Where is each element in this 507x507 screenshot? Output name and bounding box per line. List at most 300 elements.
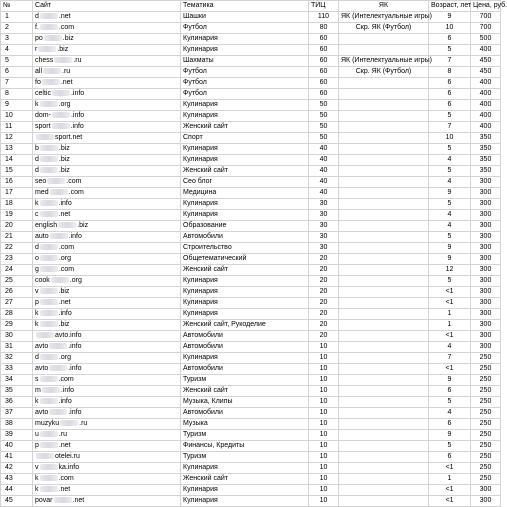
cell-yak[interactable] xyxy=(339,199,429,210)
cell-site[interactable] xyxy=(33,386,181,397)
cell-age[interactable]: 5 xyxy=(429,232,471,243)
cell-age[interactable]: 7 xyxy=(429,122,471,133)
cell-tic[interactable]: 20 xyxy=(309,320,339,331)
cell-age[interactable]: 8 xyxy=(429,67,471,78)
cell-price[interactable]: 250 xyxy=(471,474,501,485)
cell-num[interactable]: 22 xyxy=(1,243,33,254)
cell-topic[interactable]: Туризм xyxy=(181,375,309,386)
cell-yak[interactable] xyxy=(339,474,429,485)
cell-price[interactable]: 300 xyxy=(471,496,501,507)
cell-price[interactable]: 250 xyxy=(471,441,501,452)
cell-price[interactable]: 300 xyxy=(471,298,501,309)
cell-topic[interactable]: Женский сайт, Рукоделие xyxy=(181,320,309,331)
cell-site[interactable] xyxy=(33,133,181,144)
cell-num[interactable]: 44 xyxy=(1,485,33,496)
cell-site[interactable] xyxy=(33,221,181,232)
cell-site[interactable] xyxy=(33,166,181,177)
cell-yak[interactable] xyxy=(339,243,429,254)
cell-price[interactable]: 400 xyxy=(471,111,501,122)
cell-age[interactable]: 10 xyxy=(429,133,471,144)
cell-yak[interactable] xyxy=(339,210,429,221)
cell-site[interactable] xyxy=(33,408,181,419)
cell-site[interactable] xyxy=(33,254,181,265)
cell-num[interactable]: 6 xyxy=(1,67,33,78)
cell-yak[interactable]: ЯК (Интелектуальные игры) xyxy=(339,56,429,67)
cell-topic[interactable]: Автомобили xyxy=(181,331,309,342)
cell-tic[interactable]: 10 xyxy=(309,430,339,441)
cell-yak[interactable] xyxy=(339,34,429,45)
cell-site[interactable] xyxy=(33,89,181,100)
header-site[interactable]: Сайт xyxy=(33,1,181,12)
cell-price[interactable]: 250 xyxy=(471,430,501,441)
cell-yak[interactable] xyxy=(339,386,429,397)
cell-num[interactable]: 38 xyxy=(1,419,33,430)
cell-topic[interactable]: Кулинария xyxy=(181,111,309,122)
cell-age[interactable]: 1 xyxy=(429,309,471,320)
cell-tic[interactable]: 10 xyxy=(309,353,339,364)
cell-yak[interactable]: ЯК (Интелектуальные игры) xyxy=(339,12,429,23)
cell-site[interactable] xyxy=(33,243,181,254)
cell-tic[interactable]: 40 xyxy=(309,155,339,166)
header-num[interactable]: № xyxy=(1,1,33,12)
cell-yak[interactable] xyxy=(339,331,429,342)
cell-tic[interactable]: 60 xyxy=(309,89,339,100)
cell-tic[interactable]: 10 xyxy=(309,364,339,375)
cell-topic[interactable]: Шахматы xyxy=(181,56,309,67)
cell-site[interactable] xyxy=(33,485,181,496)
cell-topic[interactable]: Шашки xyxy=(181,12,309,23)
cell-site[interactable] xyxy=(33,232,181,243)
cell-num[interactable]: 20 xyxy=(1,221,33,232)
cell-num[interactable]: 28 xyxy=(1,309,33,320)
cell-age[interactable]: 4 xyxy=(429,177,471,188)
cell-price[interactable]: 400 xyxy=(471,89,501,100)
cell-site[interactable] xyxy=(33,331,181,342)
cell-age[interactable]: 5 xyxy=(429,276,471,287)
cell-topic[interactable]: Образование xyxy=(181,221,309,232)
cell-age[interactable]: <1 xyxy=(429,496,471,507)
cell-price[interactable]: 250 xyxy=(471,386,501,397)
cell-yak[interactable] xyxy=(339,364,429,375)
cell-yak[interactable] xyxy=(339,408,429,419)
cell-age[interactable]: 5 xyxy=(429,144,471,155)
cell-price[interactable]: 300 xyxy=(471,276,501,287)
cell-site[interactable] xyxy=(33,320,181,331)
cell-topic[interactable]: Туризм xyxy=(181,430,309,441)
cell-topic[interactable]: Строительство xyxy=(181,243,309,254)
cell-age[interactable]: 4 xyxy=(429,342,471,353)
cell-topic[interactable]: Автомобили xyxy=(181,408,309,419)
cell-topic[interactable]: Женский сайт xyxy=(181,122,309,133)
cell-age[interactable]: 12 xyxy=(429,265,471,276)
cell-price[interactable]: 400 xyxy=(471,100,501,111)
cell-price[interactable]: 300 xyxy=(471,199,501,210)
cell-site[interactable] xyxy=(33,34,181,45)
cell-num[interactable]: 27 xyxy=(1,298,33,309)
cell-yak[interactable] xyxy=(339,188,429,199)
cell-tic[interactable]: 30 xyxy=(309,243,339,254)
cell-topic[interactable]: Кулинария xyxy=(181,287,309,298)
cell-site[interactable] xyxy=(33,353,181,364)
cell-tic[interactable]: 30 xyxy=(309,210,339,221)
cell-age[interactable]: 4 xyxy=(429,221,471,232)
cell-price[interactable]: 300 xyxy=(471,243,501,254)
cell-num[interactable]: 43 xyxy=(1,474,33,485)
cell-num[interactable]: 16 xyxy=(1,177,33,188)
cell-num[interactable]: 14 xyxy=(1,155,33,166)
cell-topic[interactable]: Кулинария xyxy=(181,353,309,364)
header-yak[interactable]: ЯК xyxy=(339,1,429,12)
cell-price[interactable]: 250 xyxy=(471,353,501,364)
cell-age[interactable]: 9 xyxy=(429,243,471,254)
cell-age[interactable]: 1 xyxy=(429,474,471,485)
cell-site[interactable] xyxy=(33,12,181,23)
cell-price[interactable]: 350 xyxy=(471,133,501,144)
cell-price[interactable]: 300 xyxy=(471,232,501,243)
cell-yak[interactable] xyxy=(339,430,429,441)
cell-age[interactable]: 5 xyxy=(429,441,471,452)
cell-topic[interactable]: Кулинария xyxy=(181,34,309,45)
cell-tic[interactable]: 50 xyxy=(309,133,339,144)
cell-age[interactable]: 5 xyxy=(429,45,471,56)
cell-age[interactable]: 4 xyxy=(429,408,471,419)
cell-topic[interactable]: Кулинария xyxy=(181,199,309,210)
cell-yak[interactable] xyxy=(339,298,429,309)
cell-age[interactable]: 6 xyxy=(429,452,471,463)
cell-tic[interactable]: 10 xyxy=(309,485,339,496)
cell-price[interactable]: 300 xyxy=(471,342,501,353)
cell-yak[interactable] xyxy=(339,78,429,89)
cell-site[interactable] xyxy=(33,276,181,287)
cell-age[interactable]: 1 xyxy=(429,320,471,331)
cell-num[interactable]: 10 xyxy=(1,111,33,122)
cell-tic[interactable]: 60 xyxy=(309,78,339,89)
cell-topic[interactable]: Автомобили xyxy=(181,342,309,353)
cell-topic[interactable]: Общетематический xyxy=(181,254,309,265)
cell-site[interactable] xyxy=(33,155,181,166)
cell-site[interactable] xyxy=(33,364,181,375)
cell-price[interactable]: 300 xyxy=(471,188,501,199)
cell-yak[interactable] xyxy=(339,353,429,364)
cell-yak[interactable] xyxy=(339,221,429,232)
cell-price[interactable]: 450 xyxy=(471,56,501,67)
cell-topic[interactable]: Женский сайт xyxy=(181,474,309,485)
cell-price[interactable]: 250 xyxy=(471,375,501,386)
cell-topic[interactable]: Кулинария xyxy=(181,45,309,56)
cell-num[interactable]: 8 xyxy=(1,89,33,100)
cell-yak[interactable] xyxy=(339,265,429,276)
cell-site[interactable] xyxy=(33,397,181,408)
cell-topic[interactable]: Кулинария xyxy=(181,100,309,111)
cell-price[interactable]: 400 xyxy=(471,122,501,133)
cell-yak[interactable] xyxy=(339,232,429,243)
cell-price[interactable]: 250 xyxy=(471,463,501,474)
cell-topic[interactable]: Кулинария xyxy=(181,309,309,320)
cell-age[interactable]: 5 xyxy=(429,199,471,210)
cell-site[interactable] xyxy=(33,309,181,320)
cell-topic[interactable]: Кулинария xyxy=(181,298,309,309)
cell-yak[interactable] xyxy=(339,89,429,100)
cell-age[interactable]: 9 xyxy=(429,430,471,441)
cell-tic[interactable]: 10 xyxy=(309,342,339,353)
cell-yak[interactable] xyxy=(339,342,429,353)
cell-yak[interactable] xyxy=(339,441,429,452)
cell-age[interactable]: 5 xyxy=(429,397,471,408)
cell-yak[interactable] xyxy=(339,375,429,386)
cell-num[interactable]: 25 xyxy=(1,276,33,287)
cell-site[interactable] xyxy=(33,430,181,441)
cell-age[interactable]: <1 xyxy=(429,298,471,309)
cell-price[interactable]: 250 xyxy=(471,452,501,463)
cell-num[interactable]: 29 xyxy=(1,320,33,331)
cell-num[interactable]: 41 xyxy=(1,452,33,463)
cell-price[interactable]: 300 xyxy=(471,221,501,232)
cell-price[interactable]: 300 xyxy=(471,210,501,221)
cell-topic[interactable]: Туризм xyxy=(181,452,309,463)
cell-num[interactable]: 9 xyxy=(1,100,33,111)
cell-num[interactable]: 1 xyxy=(1,12,33,23)
cell-site[interactable] xyxy=(33,100,181,111)
cell-num[interactable]: 13 xyxy=(1,144,33,155)
cell-age[interactable]: <1 xyxy=(429,364,471,375)
cell-site[interactable] xyxy=(33,199,181,210)
cell-topic[interactable]: Кулинария xyxy=(181,485,309,496)
cell-age[interactable]: 6 xyxy=(429,419,471,430)
cell-age[interactable]: 5 xyxy=(429,166,471,177)
cell-age[interactable]: 6 xyxy=(429,78,471,89)
cell-price[interactable]: 250 xyxy=(471,408,501,419)
cell-price[interactable]: 300 xyxy=(471,254,501,265)
cell-num[interactable]: 39 xyxy=(1,430,33,441)
cell-topic[interactable]: Кулинария xyxy=(181,496,309,507)
cell-tic[interactable]: 10 xyxy=(309,408,339,419)
cell-site[interactable] xyxy=(33,265,181,276)
cell-tic[interactable]: 20 xyxy=(309,331,339,342)
cell-num[interactable]: 31 xyxy=(1,342,33,353)
cell-topic[interactable]: Футбол xyxy=(181,89,309,100)
cell-tic[interactable]: 40 xyxy=(309,144,339,155)
cell-yak[interactable] xyxy=(339,155,429,166)
cell-yak[interactable] xyxy=(339,419,429,430)
cell-tic[interactable]: 50 xyxy=(309,100,339,111)
header-price[interactable]: Цена, руб. xyxy=(471,1,501,12)
cell-tic[interactable]: 20 xyxy=(309,254,339,265)
cell-topic[interactable]: Сео блог xyxy=(181,177,309,188)
cell-age[interactable]: 9 xyxy=(429,12,471,23)
cell-price[interactable]: 250 xyxy=(471,397,501,408)
cell-topic[interactable]: Кулинария xyxy=(181,144,309,155)
cell-num[interactable]: 19 xyxy=(1,210,33,221)
cell-site[interactable] xyxy=(33,177,181,188)
cell-price[interactable]: 300 xyxy=(471,177,501,188)
cell-num[interactable]: 18 xyxy=(1,199,33,210)
cell-tic[interactable]: 10 xyxy=(309,386,339,397)
cell-yak[interactable] xyxy=(339,177,429,188)
cell-topic[interactable]: Кулинария xyxy=(181,155,309,166)
cell-yak[interactable] xyxy=(339,485,429,496)
cell-yak[interactable] xyxy=(339,397,429,408)
cell-topic[interactable]: Женский сайт xyxy=(181,166,309,177)
cell-price[interactable]: 400 xyxy=(471,78,501,89)
cell-tic[interactable]: 50 xyxy=(309,111,339,122)
cell-num[interactable]: 11 xyxy=(1,122,33,133)
cell-yak[interactable] xyxy=(339,100,429,111)
cell-age[interactable]: <1 xyxy=(429,485,471,496)
cell-price[interactable]: 300 xyxy=(471,265,501,276)
cell-topic[interactable]: Кулинария xyxy=(181,276,309,287)
cell-topic[interactable]: Кулинария xyxy=(181,463,309,474)
cell-site[interactable] xyxy=(33,342,181,353)
cell-yak[interactable] xyxy=(339,496,429,507)
cell-topic[interactable]: Музыка xyxy=(181,419,309,430)
cell-topic[interactable]: Финансы, Кредиты xyxy=(181,441,309,452)
cell-num[interactable]: 30 xyxy=(1,331,33,342)
cell-num[interactable]: 24 xyxy=(1,265,33,276)
cell-price[interactable]: 500 xyxy=(471,34,501,45)
cell-yak[interactable]: Скр. ЯК (Футбол) xyxy=(339,67,429,78)
cell-num[interactable]: 34 xyxy=(1,375,33,386)
cell-tic[interactable]: 10 xyxy=(309,474,339,485)
cell-age[interactable]: 10 xyxy=(429,23,471,34)
header-topic[interactable]: Тематика xyxy=(181,1,309,12)
cell-num[interactable]: 4 xyxy=(1,45,33,56)
cell-site[interactable] xyxy=(33,45,181,56)
cell-yak[interactable] xyxy=(339,111,429,122)
cell-site[interactable] xyxy=(33,474,181,485)
cell-topic[interactable]: Женский сайт xyxy=(181,265,309,276)
cell-tic[interactable]: 10 xyxy=(309,441,339,452)
cell-price[interactable]: 350 xyxy=(471,144,501,155)
cell-site[interactable] xyxy=(33,496,181,507)
cell-site[interactable] xyxy=(33,78,181,89)
cell-site[interactable] xyxy=(33,122,181,133)
cell-yak[interactable] xyxy=(339,122,429,133)
cell-tic[interactable]: 20 xyxy=(309,276,339,287)
cell-price[interactable]: 700 xyxy=(471,12,501,23)
cell-age[interactable]: 9 xyxy=(429,254,471,265)
cell-age[interactable]: 7 xyxy=(429,56,471,67)
cell-price[interactable]: 300 xyxy=(471,309,501,320)
cell-tic[interactable]: 60 xyxy=(309,34,339,45)
cell-tic[interactable]: 40 xyxy=(309,166,339,177)
cell-price[interactable]: 700 xyxy=(471,23,501,34)
cell-num[interactable]: 36 xyxy=(1,397,33,408)
cell-site[interactable] xyxy=(33,111,181,122)
cell-tic[interactable]: 10 xyxy=(309,452,339,463)
cell-num[interactable]: 45 xyxy=(1,496,33,507)
cell-yak[interactable]: Скр. ЯК (Футбол) xyxy=(339,23,429,34)
cell-tic[interactable]: 60 xyxy=(309,67,339,78)
cell-site[interactable] xyxy=(33,188,181,199)
cell-site[interactable] xyxy=(33,67,181,78)
cell-num[interactable]: 15 xyxy=(1,166,33,177)
cell-yak[interactable] xyxy=(339,276,429,287)
cell-tic[interactable]: 10 xyxy=(309,463,339,474)
cell-num[interactable]: 5 xyxy=(1,56,33,67)
cell-tic[interactable]: 10 xyxy=(309,419,339,430)
cell-topic[interactable]: Медицина xyxy=(181,188,309,199)
cell-age[interactable]: 9 xyxy=(429,375,471,386)
cell-topic[interactable]: Футбол xyxy=(181,78,309,89)
cell-price[interactable]: 350 xyxy=(471,155,501,166)
cell-yak[interactable] xyxy=(339,166,429,177)
cell-site[interactable] xyxy=(33,298,181,309)
cell-age[interactable]: 5 xyxy=(429,111,471,122)
cell-site[interactable] xyxy=(33,463,181,474)
cell-age[interactable]: 9 xyxy=(429,188,471,199)
cell-num[interactable]: 42 xyxy=(1,463,33,474)
cell-site[interactable] xyxy=(33,210,181,221)
cell-num[interactable]: 37 xyxy=(1,408,33,419)
cell-topic[interactable]: Музыка, Клипы xyxy=(181,397,309,408)
cell-age[interactable]: 6 xyxy=(429,100,471,111)
cell-topic[interactable]: Автомобили xyxy=(181,232,309,243)
cell-yak[interactable] xyxy=(339,45,429,56)
cell-num[interactable]: 26 xyxy=(1,287,33,298)
cell-site[interactable] xyxy=(33,23,181,34)
cell-tic[interactable]: 30 xyxy=(309,221,339,232)
cell-price[interactable]: 450 xyxy=(471,67,501,78)
cell-age[interactable]: 7 xyxy=(429,353,471,364)
cell-tic[interactable]: 30 xyxy=(309,232,339,243)
cell-tic[interactable]: 10 xyxy=(309,496,339,507)
cell-tic[interactable]: 10 xyxy=(309,397,339,408)
cell-tic[interactable]: 30 xyxy=(309,199,339,210)
cell-site[interactable] xyxy=(33,452,181,463)
header-age[interactable]: Возраст, лет xyxy=(429,1,471,12)
cell-tic[interactable]: 20 xyxy=(309,309,339,320)
cell-tic[interactable]: 20 xyxy=(309,265,339,276)
cell-num[interactable]: 32 xyxy=(1,353,33,364)
cell-price[interactable]: 250 xyxy=(471,364,501,375)
cell-topic[interactable]: Футбол xyxy=(181,23,309,34)
cell-yak[interactable] xyxy=(339,463,429,474)
cell-yak[interactable] xyxy=(339,144,429,155)
cell-topic[interactable]: Женский сайт xyxy=(181,386,309,397)
cell-age[interactable]: <1 xyxy=(429,331,471,342)
cell-age[interactable]: 4 xyxy=(429,155,471,166)
cell-num[interactable]: 2 xyxy=(1,23,33,34)
cell-topic[interactable]: Автомобили xyxy=(181,364,309,375)
cell-site[interactable] xyxy=(33,419,181,430)
cell-site[interactable] xyxy=(33,56,181,67)
cell-price[interactable]: 300 xyxy=(471,331,501,342)
cell-topic[interactable]: Кулинария xyxy=(181,210,309,221)
cell-yak[interactable] xyxy=(339,133,429,144)
cell-num[interactable]: 33 xyxy=(1,364,33,375)
cell-price[interactable]: 300 xyxy=(471,485,501,496)
cell-num[interactable]: 3 xyxy=(1,34,33,45)
cell-tic[interactable]: 50 xyxy=(309,122,339,133)
cell-age[interactable]: 6 xyxy=(429,386,471,397)
cell-num[interactable]: 40 xyxy=(1,441,33,452)
header-tic[interactable]: ТИЦ xyxy=(309,1,339,12)
cell-num[interactable]: 12 xyxy=(1,133,33,144)
cell-num[interactable]: 21 xyxy=(1,232,33,243)
cell-age[interactable]: 4 xyxy=(429,210,471,221)
cell-price[interactable]: 250 xyxy=(471,419,501,430)
cell-price[interactable]: 400 xyxy=(471,45,501,56)
cell-age[interactable]: 6 xyxy=(429,34,471,45)
cell-yak[interactable] xyxy=(339,320,429,331)
cell-tic[interactable]: 40 xyxy=(309,188,339,199)
cell-topic[interactable]: Футбол xyxy=(181,67,309,78)
cell-num[interactable]: 35 xyxy=(1,386,33,397)
cell-price[interactable]: 350 xyxy=(471,166,501,177)
cell-site[interactable] xyxy=(33,441,181,452)
cell-yak[interactable] xyxy=(339,254,429,265)
cell-site[interactable] xyxy=(33,144,181,155)
